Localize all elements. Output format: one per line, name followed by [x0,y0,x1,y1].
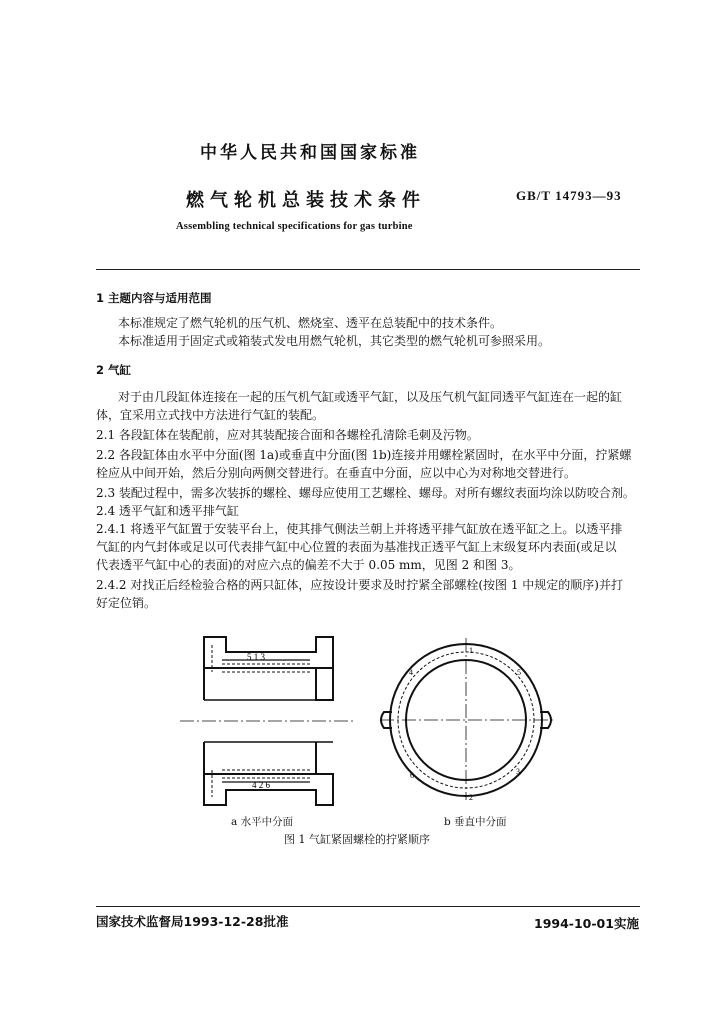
section-1-heading: 1 主题内容与适用范围 [96,291,212,305]
english-title: Assembling technical specifications for gas turbine [176,221,413,232]
figure-a-caption: a 水平中分面 [231,816,294,828]
effective-date: 1994-10-01实施 [534,916,639,931]
footer-divider [96,906,640,907]
clause-2-4-1: 2.4.1 将透平气缸置于安装平台上，使其排气侧法兰朝上并将透平排气缸放在透平缸之上。以透平排 [96,522,623,536]
section-1-paragraph: 本标准规定了燃气轮机的压气机、燃烧室、透平在总装配中的技术条件。 [118,316,503,330]
section-2-heading: 2 气缸 [96,363,132,377]
clause-2-4-2: 2.4.2 对找正后经检验合格的两只缸体，应按设计要求及时拧紧全部螺栓(按图 1 中规定的顺序)并打 [96,578,623,592]
figure-b-label-1: 1 [469,646,473,655]
approval-date: 国家技术监督局1993-12-28批准 [96,914,289,929]
figure-a-bottom-numbers: 4 2 6 [252,780,270,790]
document-title: 燃气轮机总装技术条件 [186,190,426,211]
clause-2-1: 2.1 各段缸体在装配前，应对其装配接合面和各螺栓孔清除毛刺及污物。 [96,428,479,442]
clause-2-3: 2.3 装配过程中，需多次装拆的螺栓、螺母应使用工艺螺栓、螺母。对所有螺纹表面均涂以防咬合剂。 [96,486,635,500]
section-2-paragraph: 对于由几段缸体连接在一起的压气机气缸或透平气缸，以及压气机气缸同透平气缸连在一起的缸 [118,390,623,404]
section-1-paragraph: 本标准适用于固定式或箱装式发电用燃气轮机，其它类型的燃气轮机可参照采用。 [118,334,551,348]
clause-2-4-1: 代表透平气缸中心的表面)的对应六点的偏差不大于 0.05 mm，见图 2 和图 3。 [96,558,521,572]
figure-b-label-6: 6 [410,771,414,780]
clause-2-4-2: 好定位销。 [96,596,157,610]
figure-b-label-4: 4 [409,668,413,677]
clause-2-4-1: 气缸的内气封体或足以可代表排气缸中心位置的表面为基准找正透平气缸上末级复环内表面(或足以 [96,540,617,554]
figure-b-caption: b 垂直中分面 [444,816,507,828]
figure-b-label-3: 3 [516,767,520,776]
section-2-paragraph: 体，宜采用立式找中方法进行气缸的装配。 [96,408,325,422]
figure-b-label-5: 5 [517,668,521,677]
clause-2-4: 2.4 透平气缸和透平排气缸 [96,504,239,518]
national-standard-label: 中华人民共和国国家标准 [200,143,420,163]
figure-1-caption: 图 1 气缸紧固螺栓的拧紧顺序 [284,833,430,846]
figure-a-top-numbers: 5 1 3 [247,652,265,662]
figure-b-label-2: 2 [469,793,473,802]
clause-2-2: 栓应从中间开始，然后分别向两侧交替进行。在垂直中分面，应以中心为对称地交替进行。 [96,466,577,480]
standard-number: GB/T 14793—93 [516,188,622,203]
figure-b-ring [380,638,555,800]
clause-2-2: 2.2 各段缸体由水平中分面(图 1a)或垂直中分面(图 1b)连接并用螺栓紧固时，在水平中分面，拧紧螺 [96,448,632,462]
